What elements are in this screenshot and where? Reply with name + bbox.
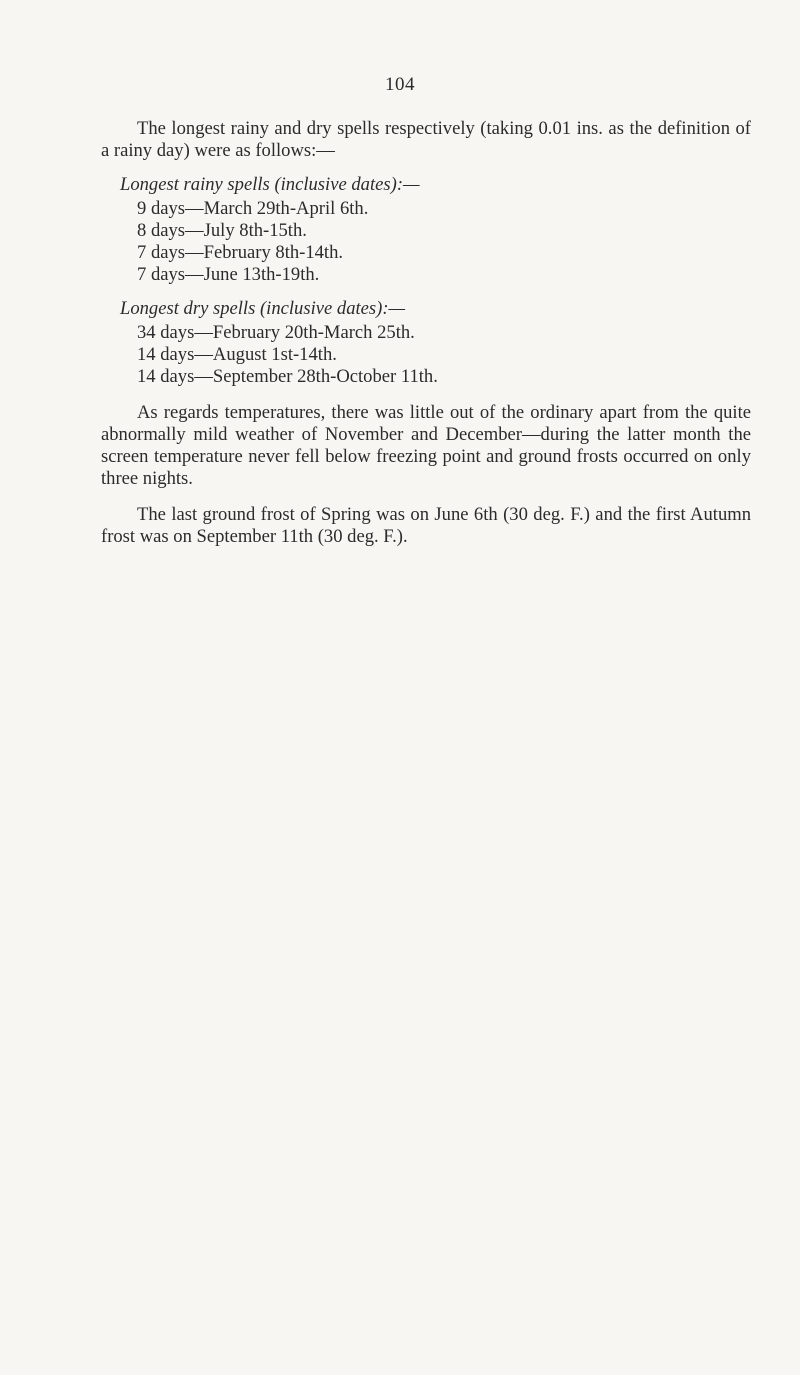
rainy-spells-heading bbox=[120, 174, 751, 196]
rainy-spell-item: 9 days—March 29th-April 6th. bbox=[137, 198, 369, 219]
frost-paragraph: The last ground frost of Spring was on June 6th (30 deg. F.) and the first Autumn frost was on September 11th (30 deg. F.). bbox=[101, 504, 751, 547]
temperature-paragraph: As regards temperatures, there was little out of the ordinary apart from the quite abnormally mild weather of November and December—during the latter month the screen temperature never fell below freezing point and ground frosts occurred on only three nights. bbox=[101, 402, 751, 489]
rainy-spells-heading-parenthetical: (inclusive dates) bbox=[274, 174, 397, 195]
dry-spell-item: 14 days—August 1st-14th. bbox=[137, 344, 337, 365]
dry-spell-item: 14 days—September 28th-October 11th. bbox=[137, 366, 438, 387]
page-body bbox=[101, 118, 751, 548]
dry-spells-list bbox=[101, 322, 751, 388]
rainy-spell-item: 8 days—July 8th-15th. bbox=[137, 220, 307, 241]
page-number: 104 bbox=[385, 74, 415, 95]
rainy-spell-item: 7 days—February 8th-14th. bbox=[137, 242, 344, 263]
dry-spell-item: 34 days—February 20th-March 25th. bbox=[137, 322, 415, 343]
rainy-spells-heading-prefix: Longest rainy spells bbox=[120, 174, 275, 195]
dry-spells-heading bbox=[120, 298, 751, 320]
rainy-spell-item: 7 days—June 13th-19th. bbox=[137, 264, 320, 285]
dry-spells-heading-parenthetical: (inclusive dates) bbox=[259, 298, 383, 319]
dry-spells-heading-prefix: Longest dry spells bbox=[120, 298, 260, 319]
rainy-spells-list bbox=[101, 198, 751, 286]
rainy-spells-heading-suffix: :— bbox=[396, 174, 420, 195]
dry-spells-heading-suffix: :— bbox=[382, 298, 406, 319]
intro-paragraph: The longest rainy and dry spells respectively (taking 0.01 ins. as the definition of a rainy day) were as follows:— bbox=[101, 118, 751, 161]
